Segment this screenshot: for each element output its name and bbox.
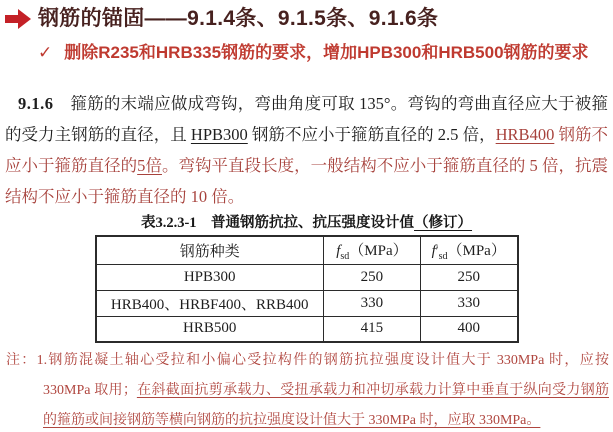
table-caption — [0, 213, 613, 233]
cell-rebar-type: HRB400、HRBF400、RRB400 — [96, 290, 324, 316]
clause-underline-hpb300: HPB300 — [190, 125, 248, 144]
clause-text-black-1: 箍筋的末端应做成弯钩，弯曲角度可取 135°。弯钩的弯曲直径应大于被箍的受力主钢筋的直径，且 — [5, 94, 608, 144]
page-title: 钢筋的锚固——9.1.4条、9.1.5条、9.1.6条 — [38, 7, 439, 30]
table-caption-revision-mark: （修订） — [414, 215, 473, 231]
cell-fsd: 250 — [323, 264, 420, 290]
bullet-text: 删除R235和HRB335钢筋的要求，增加HPB300和HRB500钢筋的要求 — [64, 43, 589, 62]
clause-text-red-2: 。弯钩平直段长度，一般结构不应小于箍筋直径的 5 倍，抗震结构不应小于箍筋直径的 10 倍。 — [5, 156, 609, 206]
clause-underline-5x: 5倍 — [137, 156, 162, 175]
col-header-fsd: $f_{sd}(MPa)$ — [323, 236, 420, 264]
clause-text-red-1: 钢筋不应小于箍筋直径的 — [5, 125, 609, 175]
checkmark-icon: ✓ — [38, 43, 53, 62]
cell-fpsd: 250 — [420, 264, 517, 290]
clause-paragraph — [5, 88, 608, 212]
title-row — [0, 0, 613, 32]
col-header-rebar-type: 钢筋种类 — [96, 236, 324, 264]
cell-rebar-type: HPB300 — [96, 264, 324, 290]
notes-paragraph — [6, 346, 609, 432]
cell-rebar-type: HRB500 — [96, 316, 324, 342]
clause-underline-hrb400: HRB400 — [495, 125, 555, 144]
cell-fsd: 330 — [323, 290, 420, 316]
notes-text-plain: 钢筋混凝土轴心受拉和小偏心受拉构件的钢筋抗拉强度设计值大于 330MPa 时，应按 330MPa 取用； — [43, 353, 610, 398]
table-row — [96, 316, 518, 342]
clause-text-black-2: 钢筋不应小于箍筋直径的 2.5 倍， — [247, 125, 496, 144]
table-row — [96, 290, 518, 316]
notes-text-underlined: 在斜截面抗剪承载力、受扭承载力和冲切承载力计算中垂直于纵向受力钢筋的箍筋或间接钢筋等横向钢筋的抗拉强度设计值大于 330MPa 时，应取 330MPa。 — [43, 383, 609, 428]
cell-fsd: 415 — [323, 316, 420, 342]
table-caption-main: 表3.2.3-1 普通钢筋抗拉、抗压强度设计值 — [140, 215, 415, 231]
strength-table — [95, 235, 519, 343]
col-header-fpsd: $f'_{sd}(MPa)$ — [420, 236, 517, 264]
red-arrow-bullet-icon — [5, 9, 31, 29]
clause-number: 9.1.6 — [18, 94, 54, 113]
cell-fpsd: 400 — [420, 316, 517, 342]
notes-lead: 注：1. — [6, 353, 48, 368]
cell-fpsd: 330 — [420, 290, 517, 316]
table-row — [96, 264, 518, 290]
table-header-row — [96, 236, 518, 264]
bullet-row — [38, 41, 613, 65]
